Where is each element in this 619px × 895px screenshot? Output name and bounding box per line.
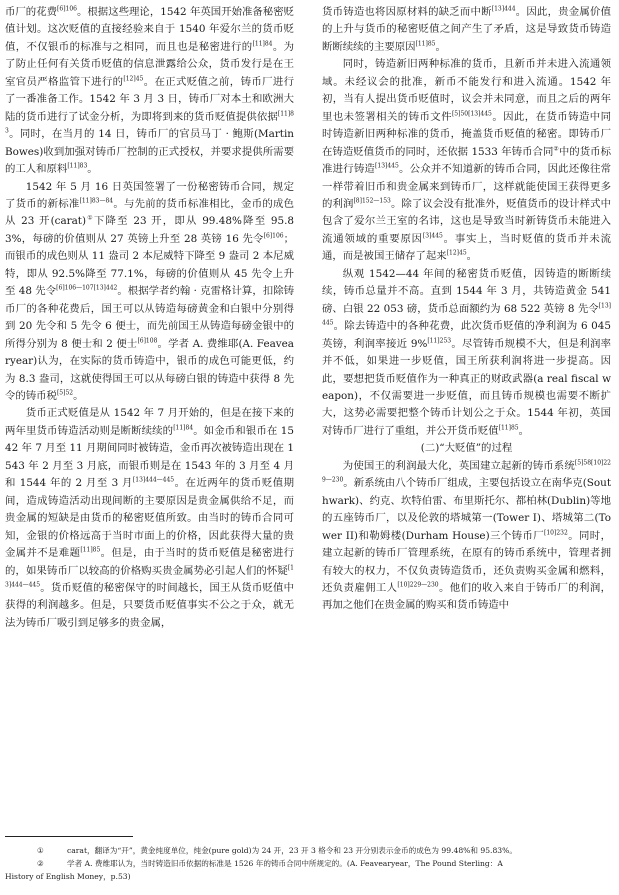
citation-ref: [6]106 (263, 232, 284, 240)
text-run: 纵观 1542—44 年间的秘密货币贬值，因铸造的断断续续，铸币总量并不高。直到 1544 年 3 月，共铸造黄金 541 磅、白银 22 053 磅，货币总面额约为 68 522 英镑 8 先令 (322, 267, 611, 315)
text-run: 。根据这些理论，1542 年英国开始准备秘密贬值计划。这次贬值的直接经验来自于 1540 年爱尔兰的货币贬值，不仅银币的标准与之相同，而且也是秘密进行的 (5, 6, 295, 53)
citation-ref: [5]50[13]445 (451, 110, 492, 118)
citation-ref: [8]152—153 (353, 197, 391, 205)
citation-ref: [12]45 (123, 75, 144, 83)
citation-ref: [11]253 (427, 337, 452, 345)
citation-ref: [11]84 (252, 40, 273, 48)
text-run: 。事实上，当时贬值的货币并未流通，而是被国王储存了起来 (322, 232, 612, 263)
text-run: 。学者 A. 费维耶(A. Feavearyear)认为，在实际的货币铸造中，银币的成色可能更低，约为 8.3 盎司，这就使得国王可以从每磅白银的铸造中获得 8 先令的铸币税 (5, 337, 294, 402)
text-run: 1542 年 5 月 16 日英国签署了一份秘密铸币合同，规定了货币的新标准 (5, 180, 294, 210)
citation-ref: [11]85 (498, 424, 519, 432)
text-run: 。与先前的货币标准相比，金币的成色从 23 开(carat) (5, 197, 295, 228)
text-run: 。同时，在当月的 14 日，铸币厂的官员马丁 · 鲍斯(Martin Bowes)收到加强对铸币厂控制的正式授权，并要求提供所需要的工人和原料 (5, 128, 294, 176)
text-run: 货币铸造也将因原材料的缺乏而中断 (322, 6, 492, 18)
text-run: 。他们的收入来自于铸币厂的利润，再加之他们在贵金属的购买和货币铸造中 (322, 581, 611, 612)
citation-ref: [13]445 (322, 302, 611, 327)
citation-ref: [10]229—230 (397, 581, 439, 589)
text-run: 。 (87, 163, 98, 176)
footnotes (5, 844, 611, 883)
citation-ref: ② (553, 145, 559, 153)
citation-ref: ① (86, 214, 94, 222)
citation-ref: [11]85 (415, 40, 436, 48)
text-run: 。 (435, 40, 446, 53)
text-run: 。货币贬值的秘密保守的时间越长，国王从货币贬值中获得的利润越多。但是，只要货币贬值事实不公之于众，就无法为铸币厂吸引到足够多的贵金属， (5, 581, 294, 629)
text-run: 。 (73, 389, 84, 402)
body-paragraph (5, 405, 294, 632)
text-run: 下降至 23 开，即从 99.48%降至 95.83%，每磅的价值则从 27 英镑上升至 28 英镑 16 先令 (5, 215, 295, 245)
footnote-text: History of English Money，p.53) (5, 872, 131, 881)
text-run: 。在正式贬值之前，铸币厂进行了一番准备工作。1542 年 3 月 3 日，铸币厂对本土和欧洲大陆的货币进行了试金分析，为即将到来的货币贬值提供依据 (5, 75, 295, 123)
text-run: 。同时，建立起新的铸币厂管理系统，在原有的铸币系统中，管理者拥有较大的权力，不仅负责铸造货币，还负责购买金属和燃料，还负责雇佣工人 (322, 529, 611, 594)
citation-ref: [13]445 (375, 162, 399, 170)
body-paragraph (322, 56, 611, 265)
body-paragraph (322, 458, 611, 615)
citation-ref: [6]106 (57, 5, 77, 13)
text-run: 。如金币和银币在 1542 年 7 月至 11 月期间同时被铸造，金币再次被铸造出现在 1543 年 2 月至 3 月底，而银币则是在 1543 年的 3 月至 4 月和 1544 年的 2 月至 3 月 (5, 424, 294, 490)
body-paragraph (322, 4, 611, 56)
citation-ref: [5]58[10]229—230 (322, 459, 611, 484)
text-run: ；而银币的成色则从 11 盎司 2 本尼威特下降至 9 盎司 2 本尼威特，即从 92.5%降至 77.1%，每磅的价值则从 45 先令上升至 48 先令 (5, 232, 294, 298)
text-run: 。为了防止任何有关货币贬值的信息泄露给公众，货币发行是在王室官员严格监管下进行的 (5, 40, 295, 88)
text-run: 。但是，由于当时的货币贬值是秘密进行的，如果铸币厂以较高的价格购买贵金属势必引起人们的怀疑 (5, 547, 295, 577)
text-run: 。公众并不知道新的铸币合同，因此还像往常一样带着旧币和贵金属来到铸币厂，这样就能使国王获得更多的利润 (322, 163, 612, 210)
section-heading: (二)“大贬值”的过程 (420, 442, 513, 455)
citation-ref: [3]445 (422, 232, 443, 240)
text-run: 同时，铸造新旧两种标准的货币，且新币并未进入流通领域。未经议会的批准，新币不能发行和进入流通。1542 年初，当有人提出货币贬值时，议会并未同意，而且之后的两年里也未签署相关的铸币文件 (322, 58, 611, 123)
right-column (322, 4, 611, 615)
text-run: 为使国王的利润最大化，英国建立起新的铸币系统 (342, 459, 575, 472)
citation-ref: [11]83 (5, 110, 294, 135)
footnote-text: carat，翻译为“开”，黄金纯度单位，纯金(pure gold)为 24 开，23 开 3 格令和 23 开分别表示金币的成色为 99.48%和 95.83%。 (67, 846, 517, 855)
text-run: 。因此，贵金属价值的上升与货币的秘密贬值之间产生了矛盾，这是导致货币铸造断断续续的主要原因 (322, 6, 612, 53)
footnote-divider (5, 836, 133, 837)
text-run: 。尽管铸币规模不大，但是利润率并不低，如果进一步贬值，国王所获利润将进一步提高。因此，要想把货币贬值作为一种真正的财政武器(a real fiscal weapon)，不仅需要进一步贬值，而且铸币规模也需要不断扩大，这势必需要把整个铸币计划公之于众。1544 年初，英国对铸币厂进行了重组，并公开货币贬值 (322, 337, 611, 437)
citation-ref: [6]108 (137, 337, 158, 345)
text-run: 。 (466, 250, 478, 263)
body-paragraph (322, 266, 611, 441)
text-run: 。在近两年的货币贬值期间，造成铸造活动出现间断的主要原因是贵金属供给不足，而贵金属的短缺是由货币的秘密贬值所致。由当时的铸币合同可知，金银的价格远高于当时市面上的价格，因此获得大量的贵金属并不是难题 (5, 477, 295, 560)
citation-ref: [13]444 (491, 5, 516, 13)
citation-ref: [11]83 (67, 162, 88, 170)
text-run: 。根据学者约翰 · 克雷格计算，扣除铸币厂的各种花费后，国王可以从铸造每磅黄金和白银中分别得到 20 先令和 5 先令 6 便士，而先前国王从铸造每磅金银中的所得分别为 8 便士和 2 便士 (5, 285, 294, 350)
footnote-text: 学者 A. 费维耶认为，当时铸造旧币依据的标准是 1526 年的铸币合同中所规定的。(A. Feavearyear，The Pound Sterling：A (67, 859, 503, 868)
text-run: 。 (518, 424, 529, 437)
text-run: 。因此，在货币铸造中同时铸造新旧两种标准的货币，掩盖货币贬值的秘密。即铸币厂在铸造贬值货币的同时，还依据 1533 年铸币合同 (322, 110, 612, 158)
citation-ref: [13]444—445 (132, 476, 175, 484)
citation-ref: [11]84 (173, 424, 194, 432)
footnote-2 (5, 857, 611, 870)
text-run: 。除去铸造中的各种花费，此次货币贬值的净利润为 6 045 英镑，利润率接近 9% (322, 320, 611, 350)
citation-ref: [11]85 (80, 546, 101, 554)
text-run: 币厂的花费 (5, 6, 58, 18)
citation-ref: [12]45 (446, 249, 467, 257)
citation-ref: [5]52 (56, 389, 74, 397)
footnote-mark: ① (37, 846, 44, 855)
text-run: 中的货币标准进行铸造 (322, 145, 611, 176)
footnote-2-continuation (5, 870, 611, 883)
body-paragraph (5, 4, 294, 179)
citation-ref: [13]444—445 (5, 564, 294, 589)
citation-ref: [11]83—84 (79, 197, 114, 205)
text-run: 。除了议会没有批准外，贬值货币的设计样式中包含了爱尔兰王室的名讳，这也是导致当时新铸货币未能进入流通领域的重要原因 (322, 197, 612, 245)
body-paragraph (5, 179, 294, 406)
text-run: 货币正式贬值是从 1542 年 7 月开始的，但是在接下来的两年里货币铸造活动则是断断续续的 (5, 407, 294, 437)
text-run: 。新系统由八个铸币厂组成，主要包括设立在南华克(Southwark)、约克、坎特伯雷、布里斯托尔、都柏林(Dublin)等地的五座铸币厂，以及伦敦的塔城第一(Tower I)、塔城第二(Tower II)和勒姆楼(Durham House)三个铸币厂 (322, 477, 611, 542)
citation-ref: [6]106—107[13]442 (56, 284, 118, 292)
footnote-1 (5, 844, 611, 857)
footnote-mark: ② (37, 859, 44, 868)
citation-ref: [10]232 (544, 529, 568, 537)
left-column (5, 4, 294, 632)
